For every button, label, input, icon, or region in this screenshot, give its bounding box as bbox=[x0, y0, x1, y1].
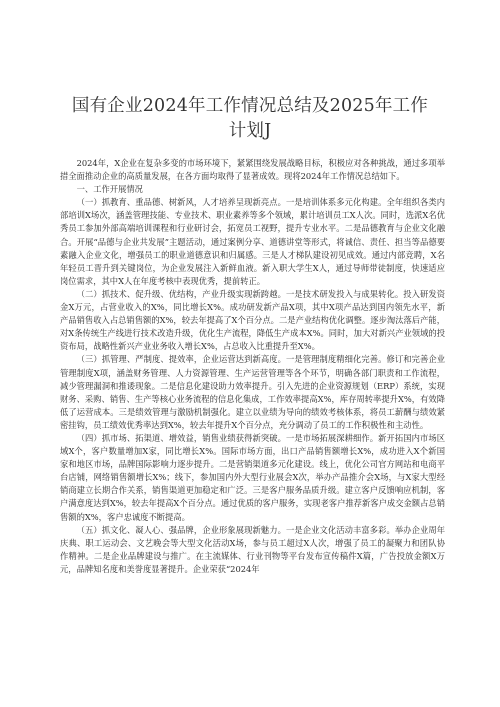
intro-paragraph: 2024年，X企业在复杂多变的市场环境下，紧紧围绕发展战略目标，积极应对各种挑战，通过多项举措全面推动企业的高质量发展，在各方面均取得了显著成效。现将2024年工作情况总结如下。 bbox=[60, 158, 445, 182]
section-heading: 一、工作开展情况 bbox=[76, 184, 143, 195]
document-body bbox=[60, 157, 445, 576]
paragraph-management: （三）抓管理、严制度、提效率，企业运营达到新高度。一是管理制度精细化完善。修订和完善企业管理制度X项，涵盖财务管理、人力资源管理、生产运营管理等各个环节，明确各部门职责和工作流程，减少管理漏洞和推诿现象。二是信息化建设助力效率提升。引入先进的企业资源规划（ERP）系统，实现财务、采购、销售、生产等核心业务流程的信息化集成，工作效率提高X%，库存周转率提升X%，有效降低了运营成本。三是绩效管理与激励机制强化。建立以业绩为导向的绩效考核体系，将员工薪酬与绩效紧密挂钩，员工绩效优秀率达到X%，较去年提升X个百分点，充分调动了员工的工作积极性和主动性。 bbox=[60, 354, 445, 430]
document-title bbox=[40, 94, 460, 144]
title-line-2: 计划J bbox=[228, 121, 272, 141]
paragraph-education: （一）抓教育、重品德、树新风，人才培养呈现新亮点。一是培训体系多元化构建。全年组织各类内部培训X场次，涵盖管理技能、专业技术、职业素养等多个领域，累计培训员工X人次。同时，选派X名优秀员工参加外部高端培训课程和行业研讨会，拓宽员工视野，提升专业水平。二是品德教育与企业文化融合。开展“品德与企业共发展”主题活动，通过案例分享、道德讲堂等形式，将诚信、责任、担当等品德要素融入企业文化，增强员工的职业道德意识和归属感。三是人才梯队建设初见成效。通过内部竞聘，X名年轻员工晋升到关键岗位，为企业发展注入新鲜血液。新入职大学生X人，通过导师带徒制度，快速适应岗位需求，其中X人在年度考核中表现优秀，提前转正。 bbox=[60, 197, 445, 286]
paragraph-culture: （五）抓文化、凝人心、强品牌，企业形象展现新魅力。一是企业文化活动丰富多彩。举办企业周年庆典、职工运动会、文艺晚会等大型文化活动X场，参与员工超过X人次，增强了员工的凝聚力和团队协作精神。二是企业品牌建设与推广。在主流媒体、行业刊物等平台发布宣传稿件X篇，广告投放金额X万元，品牌知名度和美誉度显著提升。企业荣获“2024年 bbox=[60, 524, 445, 574]
paragraph-market: （四）抓市场、拓渠道、增效益，销售业绩获得新突破。一是市场拓展深耕细作。新开拓国内市场区域X个，客户数量增加X家，同比增长X%。国际市场方面，出口产品销售额增长X%，成功进入X个新国家和地区市场，品牌国际影响力逐步提升。二是营销渠道多元化建设。线上，优化公司官方网站和电商平台店铺，网络销售额增长X%；线下，参加国内外大型行业展会X次，举办产品推介会X场，与X家大型经销商建立长期合作关系，销售渠道更加稳定和广泛。三是客户服务品质升级。建立客户反馈响应机制，客户满意度达到X%，较去年提高X个百分点。通过优质的客户服务，实现老客户推荐新客户成交金额占总销售额的X%，客户忠诚度不断提高。 bbox=[60, 432, 445, 522]
paragraph-technology: （二）抓技术、促升级、优结构，产业升级实现新跨越。一是技术研发投入与成果转化。投入研发资金X万元，占营业收入的X%，同比增长X%。成功研发新产品X项，其中X项产品达到国内领先水平，新产品销售收入占总销售额的X%，较去年提高了X个百分点。二是产业结构优化调整。逐步淘汰落后产能，对X条传统生产线进行技术改造升级，优化生产流程，降低生产成本X%。同时，加大对新兴产业领域的投资布局，战略性新兴产业业务收入增长X%，占总收入比重提升至X%。 bbox=[60, 288, 445, 352]
title-line-1: 国有企业2024年工作情况总结及2025年工作 bbox=[71, 96, 429, 116]
